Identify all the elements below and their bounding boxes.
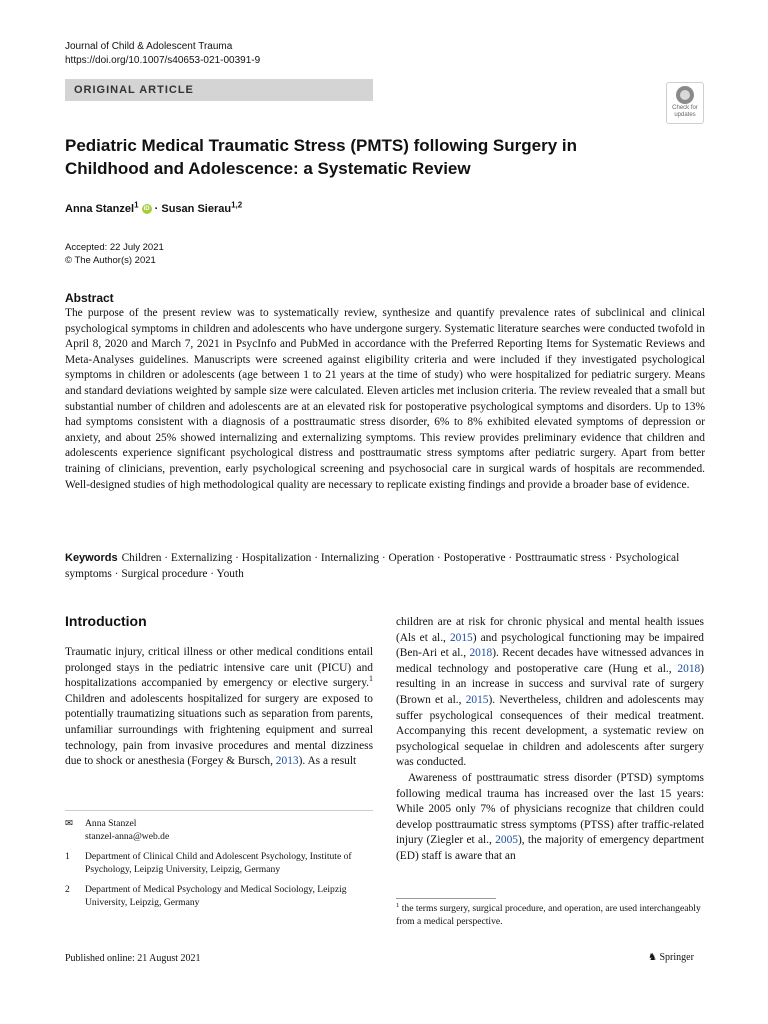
affiliation-2: 2 Department of Medical Psychology and Medical Sociology, Leipzig University, Leipzig, Germany	[65, 884, 347, 908]
keywords-label: Keywords	[65, 552, 118, 564]
email-link[interactable]: stanzel-anna@web.de	[85, 830, 170, 842]
footnote-ref[interactable]: 1	[369, 674, 373, 684]
body-column-left: Traumatic injury, critical illness or other medical conditions entail prolonged stays in the pediatric intensive care unit (PICU) and hospitalizations accompanied by emergency or elective surgery.$^1$ Children and adolescents hospitalized for surgery are exposed to potentially traumatizing situations such as separation from parents, unfamiliar surroundings with frightening equipment and surreal technology, pain from invasive procedures and mental dizziness due to shock or anesthesia (Forgey & Bursch, 2013). As a result	[65, 646, 373, 768]
paper-title: Pediatric Medical Traumatic Stress (PMTS) following Surgery in Childhood and Adolescence: a Systematic Review	[65, 136, 578, 178]
author-name[interactable]: Anna Stanzel	[65, 203, 135, 215]
citation-link[interactable]: 2005	[495, 834, 518, 847]
article-type-banner	[65, 79, 373, 101]
keywords-text: Children · Externalizing · Hospitalization · Internalizing · Operation · Postoperative · Posttraumatic stress · Psychological symptoms · Surgical procedure · Youth	[65, 552, 680, 580]
abstract-text: The purpose of the present review was to systematically review, synthesize and quantify prevalence rates of subclinical and clinical psychological symptoms in children and adolescents who have undergone surgery. Systematic literature searches were conducted twofold in April 8, 2020 and March 7, 2021 in PsycInfo and PubMed in accordance with the Preferred Reporting Items for Systematic Reviews and Meta-Analyses guidelines. Manuscripts were screened against eligibility criteria and were included if they investigated psychological symptoms in children or adolescents (age between 1 to 21 years at the time of study) who were hospitalized for pediatric surgery. Means and standard deviations weighted by sample size were calculated. Eleven articles met inclusion criteria. The review revealed that a small but substantial number of children and adolescents are at an elevated risk for postoperative psychological symptoms and disorders. Up to 13% had symptoms consistent with a diagnosis of a posttraumatic stress disorder, 6% to 8% exhibited elevated symptoms of depression or anxiety, and about 25% showed internalizing and externalizing symptoms. This review provides preliminary evidence that children and adolescents experience significant psychological distress and posttraumatic stress symptoms after pediatric surgery. Apart from better training of clinicians, prevention, early psychological screening and psychosocial care in surgical wards of hospitals are recommended. Well-designed studies of high methodological quality are necessary to replicate existing findings and provide a broader base of evidence.	[65, 307, 705, 491]
accepted-date: Accepted: 22 July 2021	[65, 242, 164, 253]
section-heading-introduction: Introduction	[65, 613, 147, 629]
author-name[interactable]: Susan Sierau	[161, 203, 232, 215]
author-list: Anna Stanzel$^1$ iD · Susan Sierau$^{1,2}$	[65, 200, 243, 215]
footnote-divider	[396, 898, 496, 899]
journal-header	[65, 40, 260, 68]
check-updates-icon	[676, 86, 694, 104]
citation-link[interactable]: 2013	[275, 755, 299, 768]
published-date: Published online: 21 August 2021	[65, 953, 201, 964]
corresponding-author: ✉ Anna Stanzel stanzel-anna@web.de	[65, 818, 170, 842]
check-for-updates-badge[interactable]: Check for updates	[666, 82, 704, 124]
divider	[65, 810, 373, 811]
abstract-heading: Abstract	[65, 291, 114, 305]
doi-link[interactable]: https://doi.org/10.1007/s40653-021-00391-9	[65, 55, 261, 66]
article-type: ORIGINAL ARTICLE	[74, 84, 194, 96]
journal-name: Journal of Child & Adolescent Trauma	[65, 41, 233, 52]
springer-horse-icon: ♞	[648, 952, 657, 963]
footnote: $^1$ the terms surgery, surgical procedure, and operation, are used interchangeably from a medical perspective.	[396, 901, 701, 927]
copyright: © The Author(s) 2021	[65, 255, 156, 266]
body-column-right	[396, 615, 704, 865]
citation-link[interactable]: 2018	[677, 662, 701, 675]
affiliations	[65, 818, 365, 910]
publisher-logo[interactable]: ♞ Springer	[648, 952, 694, 963]
envelope-icon: ✉	[65, 818, 74, 829]
affiliation-1: 1 Department of Clinical Child and Adolescent Psychology, Institute of Psychology, Leipzig University, Leipzig, Germany	[65, 851, 352, 875]
article-dates	[65, 241, 164, 267]
citation-link[interactable]: 2018	[469, 647, 493, 660]
keywords	[65, 550, 705, 582]
paragraph: Awareness of posttraumatic stress disorder (PTSD) symptoms following medical trauma has increased over the last 15 years: While 2005 only 7% of physicians recognize that children could develop posttraumatic stress symptoms (PTSS) after traffic-related injury (Ziegler et al., 2005), the majority of emergency department (ED) staff is aware that an	[396, 771, 705, 862]
orcid-icon[interactable]: iD	[143, 206, 150, 213]
paragraph: children are at risk for chronic physical and mental health issues (Als et al., 2015) and psychological functioning may be impaired (Ben-Ari et al., 2018). Recent decades have witnessed advances in medical technology and postoperative care (Hung et al., 2018) resulting in an increase in success and survival rate of surgery (Brown et al., 2015). Nevertheless, children and adolescents may suffer psychological consequences of their medical treatment. Accompanying this recent development, a systematic review on psychological sequelae in children and adolescents after surgery was conducted.	[396, 616, 704, 769]
citation-link[interactable]: 2015	[465, 693, 489, 706]
citation-link[interactable]: 2015	[449, 631, 473, 644]
